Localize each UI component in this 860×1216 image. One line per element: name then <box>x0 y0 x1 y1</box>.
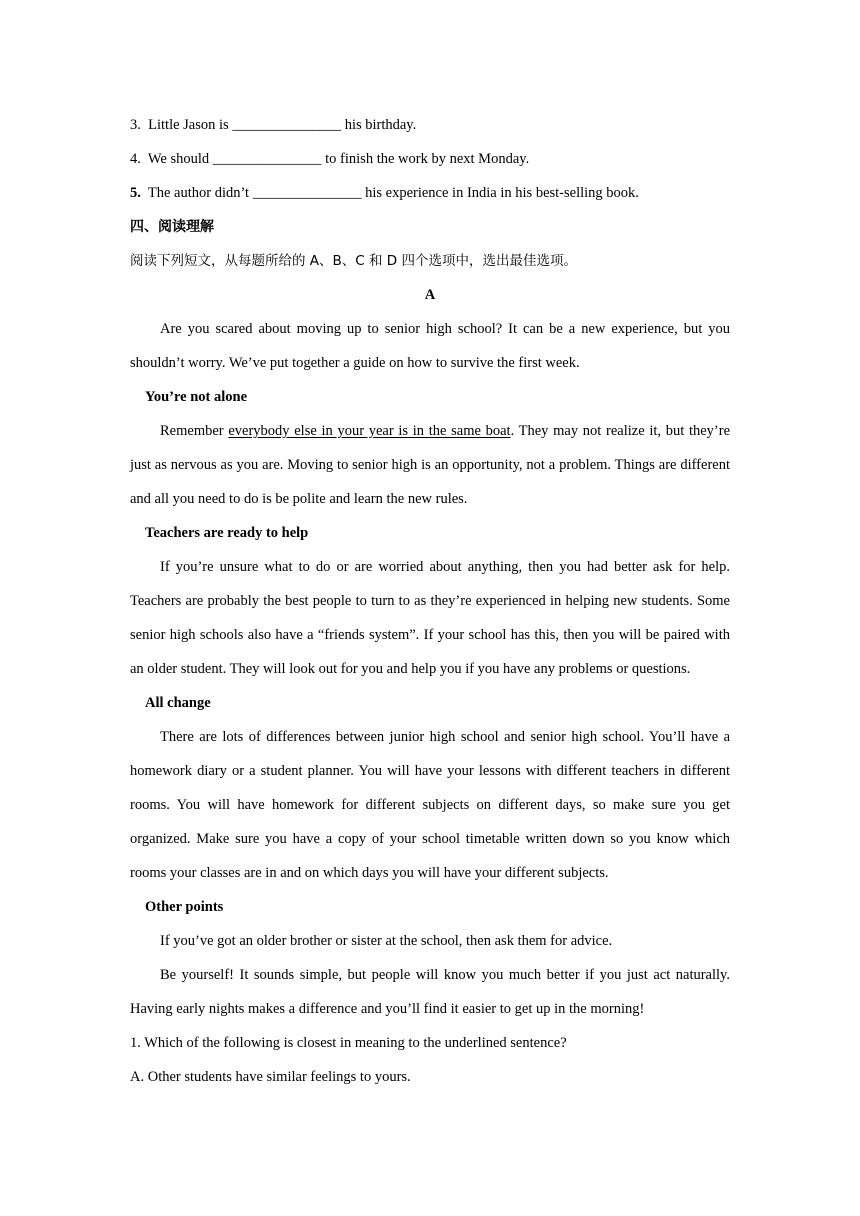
paragraph-teachers: If you’re unsure what to do or are worried about anything, then you had better ask for help. Teachers are probably the best people to turn to as they’re experienced in helping new students. Some senior high schools also have a “friends system”. If your school has this, then you will be paired with an older student. They will look out for you and help you if you have any problems or questions. <box>130 559 730 677</box>
section-heading-not-alone: You’re not alone <box>145 389 248 405</box>
paragraph-text-after: . They may not realize it, but they’re just as nervous as you are. Moving to senior high is an opportunity, not a problem. Things are different and all you need to do is be polite and learn the new rules. <box>130 423 731 507</box>
question-option-a: A. Other students have similar feelings to yours. <box>130 1069 411 1085</box>
answer-blank: _______________ <box>252 185 362 201</box>
paragraph-all-change: There are lots of differences between junior high school and senior high school. You’ll have a homework diary or a student planner. You will have your lessons with different teachers in different rooms. You will have homework for different subjects on different days, so make sure you get organized. Make sure you have a copy of your school timetable written down so you know which rooms your classes are in and on which days you will have your different subjects. <box>130 729 730 881</box>
section-heading-all-change: All change <box>145 695 211 711</box>
item-number: 4. <box>130 151 141 167</box>
item-text-before: We should <box>147 151 210 167</box>
paragraph-text-before: Remember <box>160 423 224 439</box>
section-heading: 四、阅读理解 <box>130 219 214 235</box>
item-text-after: his experience in India in his best-selling book. <box>365 185 639 201</box>
paragraph-other-points-1: If you’ve got an older brother or sister at the school, then ask them for advice. <box>160 933 613 949</box>
paragraph-other-points-2: Be yourself! It sounds simple, but people will know you much better if you just act naturally. Having early nights makes a difference and you’ll find it easier to get up in the morning! <box>130 967 730 1017</box>
section-heading-teachers: Teachers are ready to help <box>145 525 309 541</box>
section-heading-other-points: Other points <box>145 899 224 915</box>
question-stem: 1. Which of the following is closest in meaning to the underlined sentence? <box>130 1035 567 1051</box>
passage-label: A <box>424 287 436 303</box>
passage-intro: Are you scared about moving up to senior high school? It can be a new experience, but you shouldn’t worry. We’ve put together a guide on how to survive the first week. <box>130 321 730 371</box>
item-text-before: Little Jason is <box>148 117 229 133</box>
item-text-before: The author didn’t <box>147 185 250 201</box>
fill-blank-3 <box>130 108 730 142</box>
section-instructions: 阅读下列短文，从每题所给的 A、B、C 和 D 四个选项中，选出最佳选项。 <box>130 253 577 269</box>
fill-blank-5 <box>130 176 730 210</box>
item-number: 3. <box>130 117 141 133</box>
underlined-sentence: everybody else in your year is in the same boat <box>228 423 511 439</box>
item-number: 5. <box>130 185 141 201</box>
fill-blank-4 <box>130 142 730 176</box>
answer-blank: _______________ <box>232 117 342 133</box>
item-text-after: his birthday. <box>344 117 417 133</box>
item-text-after: to finish the work by next Monday. <box>325 151 530 167</box>
document-content <box>130 108 730 1094</box>
answer-blank: _______________ <box>212 151 322 167</box>
paragraph-not-alone <box>130 414 730 516</box>
